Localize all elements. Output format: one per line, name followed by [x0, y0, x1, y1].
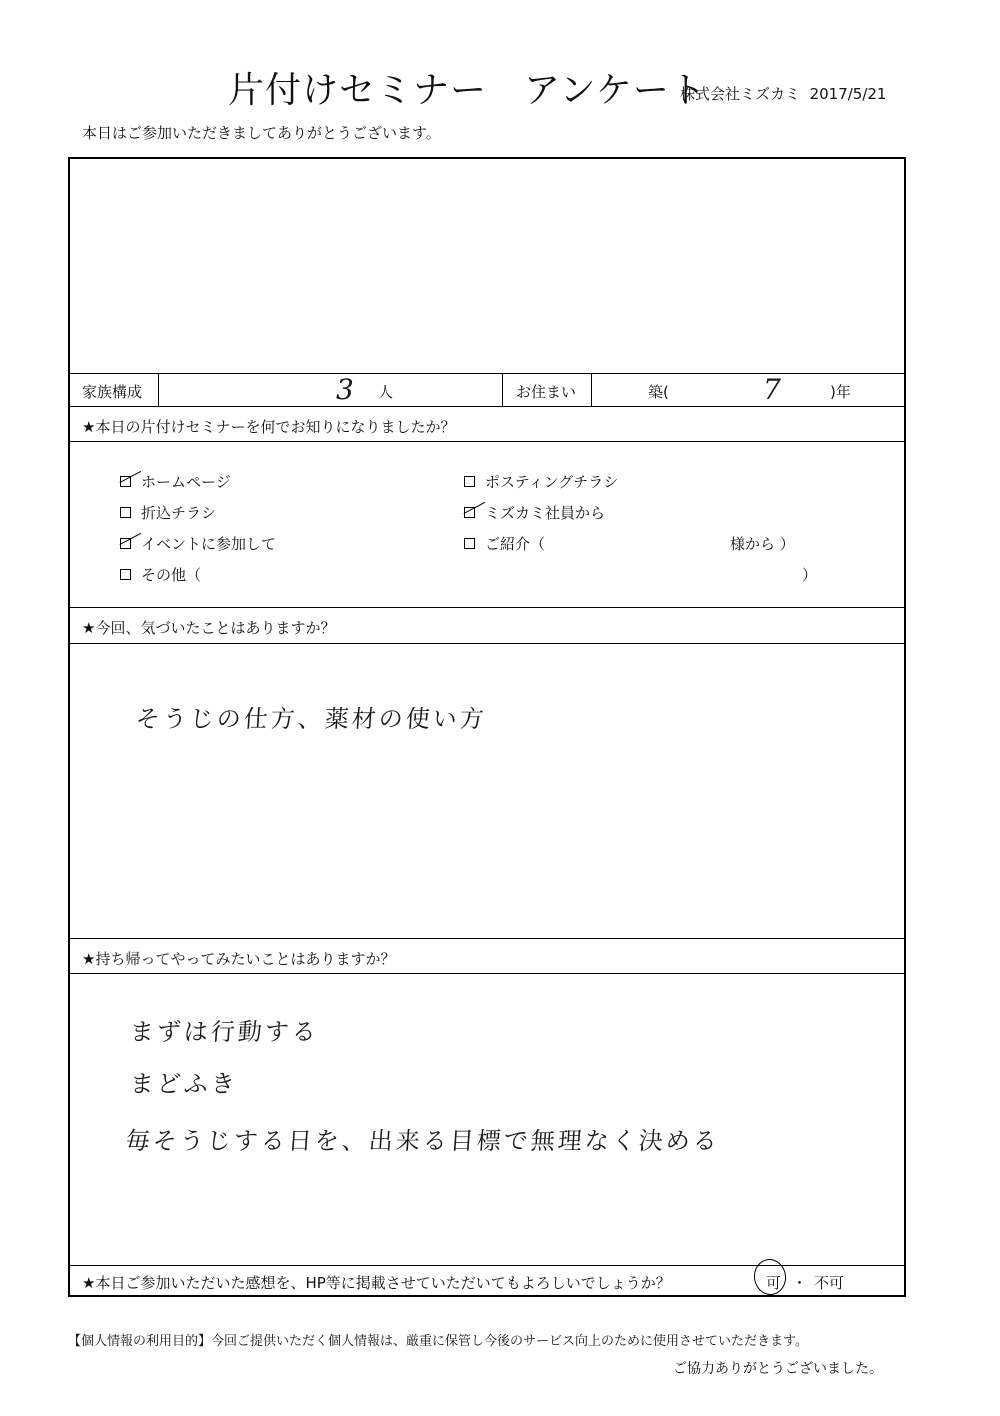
checkbox[interactable]	[120, 569, 131, 580]
option-newspaper-insert[interactable]: 折込チラシ	[120, 502, 216, 523]
building-age-suffix: )年	[830, 383, 851, 401]
company-name: 株式会社ミズカミ	[680, 85, 801, 103]
permission-yes[interactable]: 可	[766, 1274, 782, 1292]
q1-question: ★本日の片付けセミナーを何でお知りになりましたか？	[82, 418, 456, 436]
greeting-text: 本日はご参加いただきましてありがとうございます。	[82, 124, 441, 142]
q2-answer[interactable]: そうじの仕方、薬材の使い方	[134, 705, 488, 733]
option-posting-flyer[interactable]: ポスティングチラシ	[464, 471, 618, 492]
selected-circle	[752, 1257, 789, 1297]
q3-answer-1[interactable]: まずは行動する	[128, 1018, 320, 1046]
divider	[70, 643, 904, 644]
q3-answer-3[interactable]: 毎そうじする日を、出来る目標で無理なく決める	[124, 1127, 721, 1155]
checkbox[interactable]	[120, 507, 131, 518]
divider	[502, 373, 503, 406]
permission-separator: ・	[792, 1274, 808, 1292]
checkbox[interactable]	[464, 538, 475, 549]
building-age-label: 築(	[648, 383, 669, 401]
divider	[70, 973, 904, 974]
checkbox[interactable]	[464, 476, 475, 487]
option-homepage[interactable]: ホームページ	[120, 471, 231, 492]
divider	[70, 938, 904, 939]
option-event[interactable]: イベントに参加して	[120, 533, 276, 554]
referral-suffix: 様から ）	[730, 535, 795, 553]
survey-title: 片付けセミナー アンケート	[228, 70, 707, 111]
q4-question: ★本日ご参加いただいた感想を、HP等に掲載させていただいてもよろしいでしょうか？	[82, 1274, 671, 1292]
permission-no[interactable]: 不可	[814, 1274, 845, 1292]
family-unit: 人	[378, 383, 394, 401]
checkbox-checked[interactable]	[464, 507, 475, 518]
residence-label: お住まい	[516, 383, 577, 401]
building-age-value[interactable]: 7	[763, 373, 781, 406]
q3-question: ★持ち帰ってやってみたいことはありますか？	[82, 950, 396, 968]
checkbox-checked[interactable]	[120, 476, 131, 487]
survey-form	[68, 157, 906, 1297]
option-other[interactable]: その他（	[120, 564, 201, 585]
option-introduction[interactable]: ご紹介（	[464, 533, 545, 554]
company-date	[680, 83, 886, 104]
thanks-text: ご協力ありがとうございました。	[673, 1361, 883, 1377]
divider	[158, 373, 159, 406]
family-label: 家族構成	[82, 383, 143, 401]
family-count[interactable]: 3	[336, 373, 354, 406]
divider	[70, 607, 904, 608]
other-close: ）	[802, 566, 818, 584]
divider	[70, 441, 904, 442]
privacy-notice: 【個人情報の利用目的】今回ご提供いただく個人情報は、厳重に保管し今後のサービス向上のために使用させていただきます。	[68, 1334, 808, 1349]
divider	[591, 373, 592, 406]
survey-date: 2017/5/21	[809, 85, 887, 103]
option-staff-referral[interactable]: ミズカミ社員から	[464, 502, 605, 523]
q3-answer-2[interactable]: まどふき	[128, 1070, 239, 1098]
checkbox-checked[interactable]	[120, 538, 131, 549]
divider	[70, 406, 904, 407]
q2-question: ★今回、気づいたことはありますか？	[82, 619, 336, 637]
